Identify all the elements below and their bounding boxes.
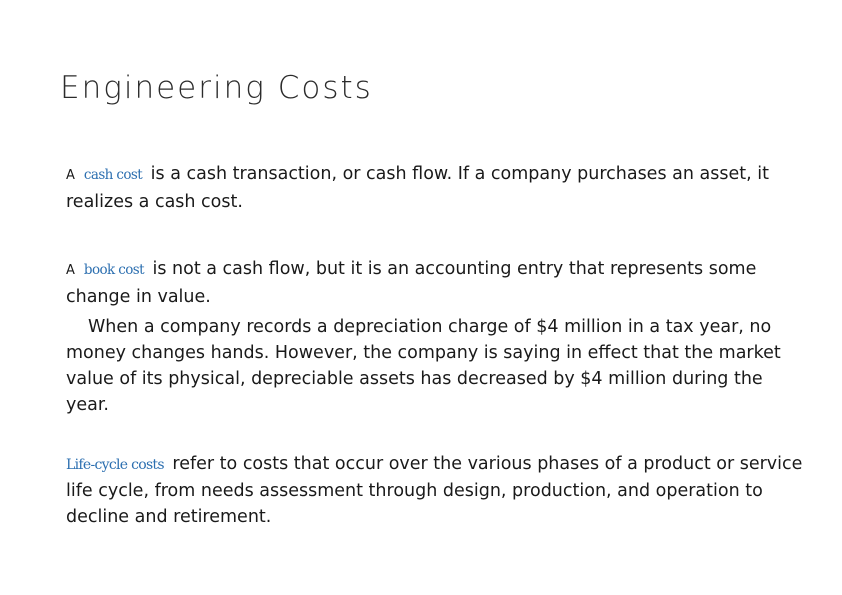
term-book-cost: book cost [83, 262, 144, 278]
paragraph-cash-cost [66, 161, 806, 215]
paragraph-lead: A [66, 168, 75, 183]
paragraph-depreciation-example [66, 314, 796, 418]
paragraph-life-cycle-costs [66, 451, 806, 530]
paragraph-book-cost [66, 256, 806, 310]
paragraph-text: is a cash transaction, or cash flow. If a company purchases an asset, it realizes a cash cost. [66, 164, 769, 212]
paragraph-text: is not a cash flow, but it is an accounting entry that represents some change in value. [66, 259, 757, 307]
paragraph-lead: A [66, 263, 75, 278]
term-life-cycle-costs: Life-cycle costs [66, 457, 164, 473]
term-cash-cost: cash cost [83, 167, 143, 183]
paragraph-text: When a company records a depreciation charge of $4 million in a tax year, no money changes hands. However, the company is saying in effect that the market value of its physical, depreciable assets has decreased by $4 million during the year. [66, 317, 781, 415]
page-title: Engineering Costs [60, 70, 373, 106]
paragraph-text: refer to costs that occur over the various phases of a product or service life cycle, from needs assessment through design, production, and operation to decline and retirement. [66, 454, 803, 527]
